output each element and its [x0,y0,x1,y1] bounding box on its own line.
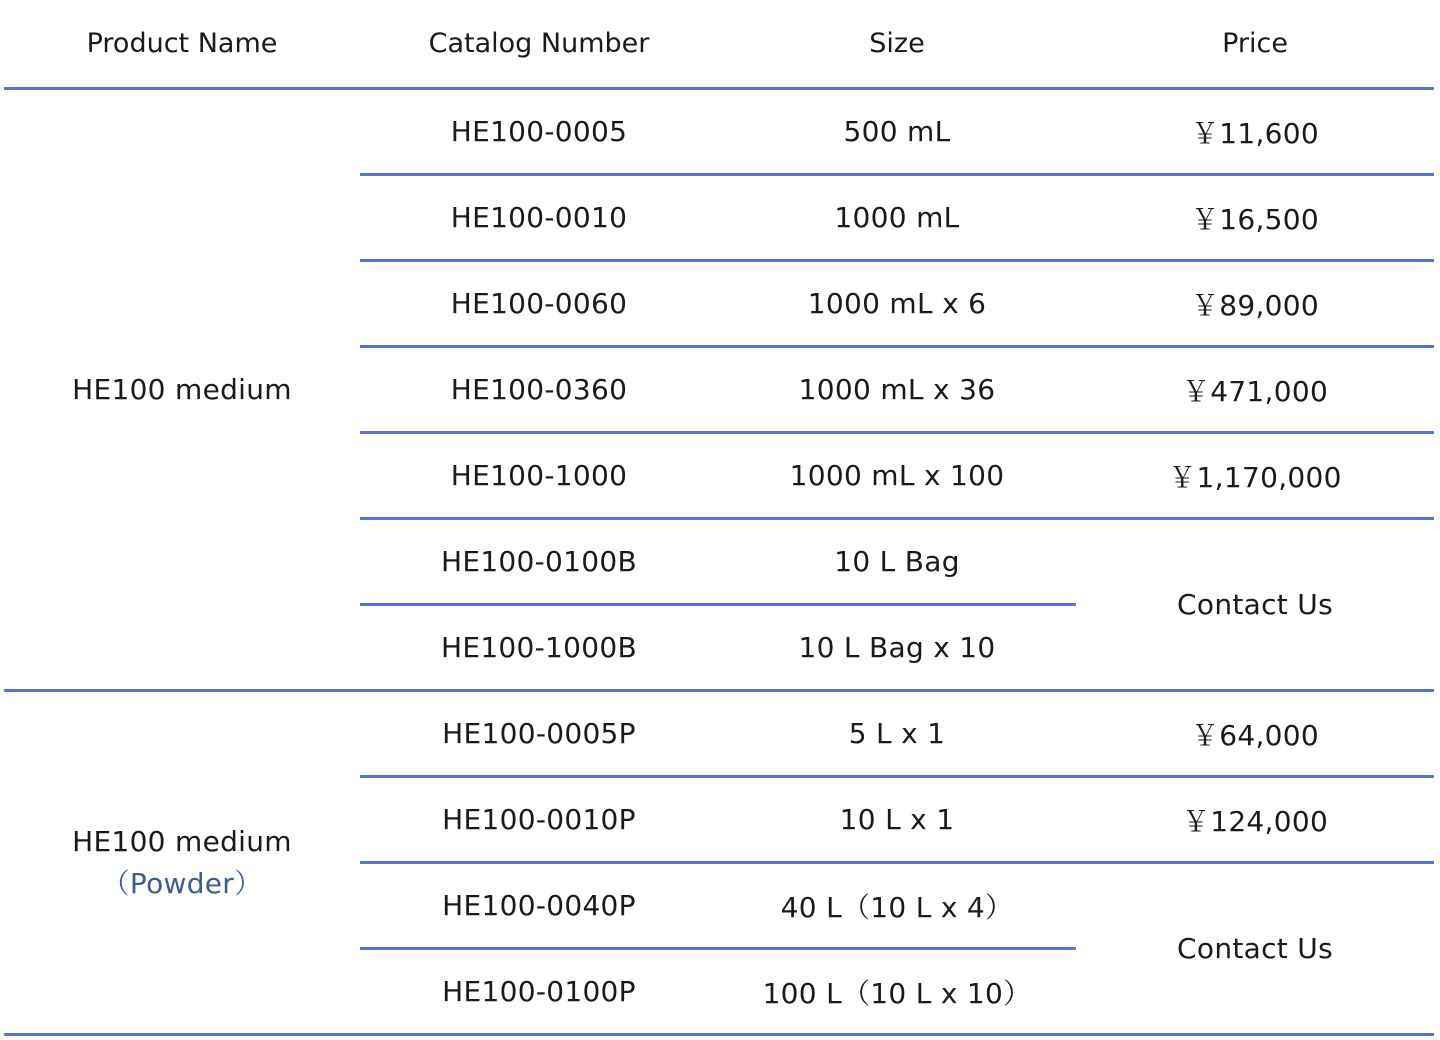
product-name: HE100 medium [72,824,292,858]
price-table [4,0,1434,1036]
price-value: ￥89,000 [1076,261,1434,347]
catalog-number: HE100-0005 [360,89,718,175]
product-form-note: （Powder） [101,866,263,900]
size-value: 10 L Bag [718,519,1076,605]
header-row [4,0,1434,89]
table-row [4,691,1434,777]
table-row [4,89,1434,175]
catalog-number: HE100-0100P [360,949,718,1035]
catalog-number: HE100-0060 [360,261,718,347]
size-value: 1000 mL [718,175,1076,261]
header-catalog-number: Catalog Number [360,0,718,89]
price-value: Contact Us [1076,863,1434,1035]
size-value: 40 L（10 L x 4） [718,863,1076,949]
header-product-name: Product Name [4,0,360,89]
size-value: 10 L x 1 [718,777,1076,863]
size-value: 1000 mL x 100 [718,433,1076,519]
catalog-number: HE100-1000 [360,433,718,519]
size-value: 1000 mL x 6 [718,261,1076,347]
size-value: 5 L x 1 [718,691,1076,777]
header-size: Size [718,0,1076,89]
header-price: Price [1076,0,1434,89]
product-name-cell [4,89,360,691]
catalog-number: HE100-0010 [360,175,718,261]
product-name-cell [4,691,360,1035]
price-value: ￥16,500 [1076,175,1434,261]
size-value: 500 mL [718,89,1076,175]
price-value: ￥471,000 [1076,347,1434,433]
price-value: Contact Us [1076,519,1434,691]
size-value: 1000 mL x 36 [718,347,1076,433]
size-value: 10 L Bag x 10 [718,605,1076,691]
product-name: HE100 medium [72,372,292,406]
price-value: ￥11,600 [1076,89,1434,175]
catalog-number: HE100-0360 [360,347,718,433]
catalog-number: HE100-0040P [360,863,718,949]
price-value: ￥1,170,000 [1076,433,1434,519]
price-value: ￥64,000 [1076,691,1434,777]
catalog-number: HE100-0010P [360,777,718,863]
catalog-number: HE100-1000B [360,605,718,691]
size-value: 100 L（10 L x 10） [718,949,1076,1035]
catalog-number: HE100-0005P [360,691,718,777]
price-value: ￥124,000 [1076,777,1434,863]
catalog-number: HE100-0100B [360,519,718,605]
